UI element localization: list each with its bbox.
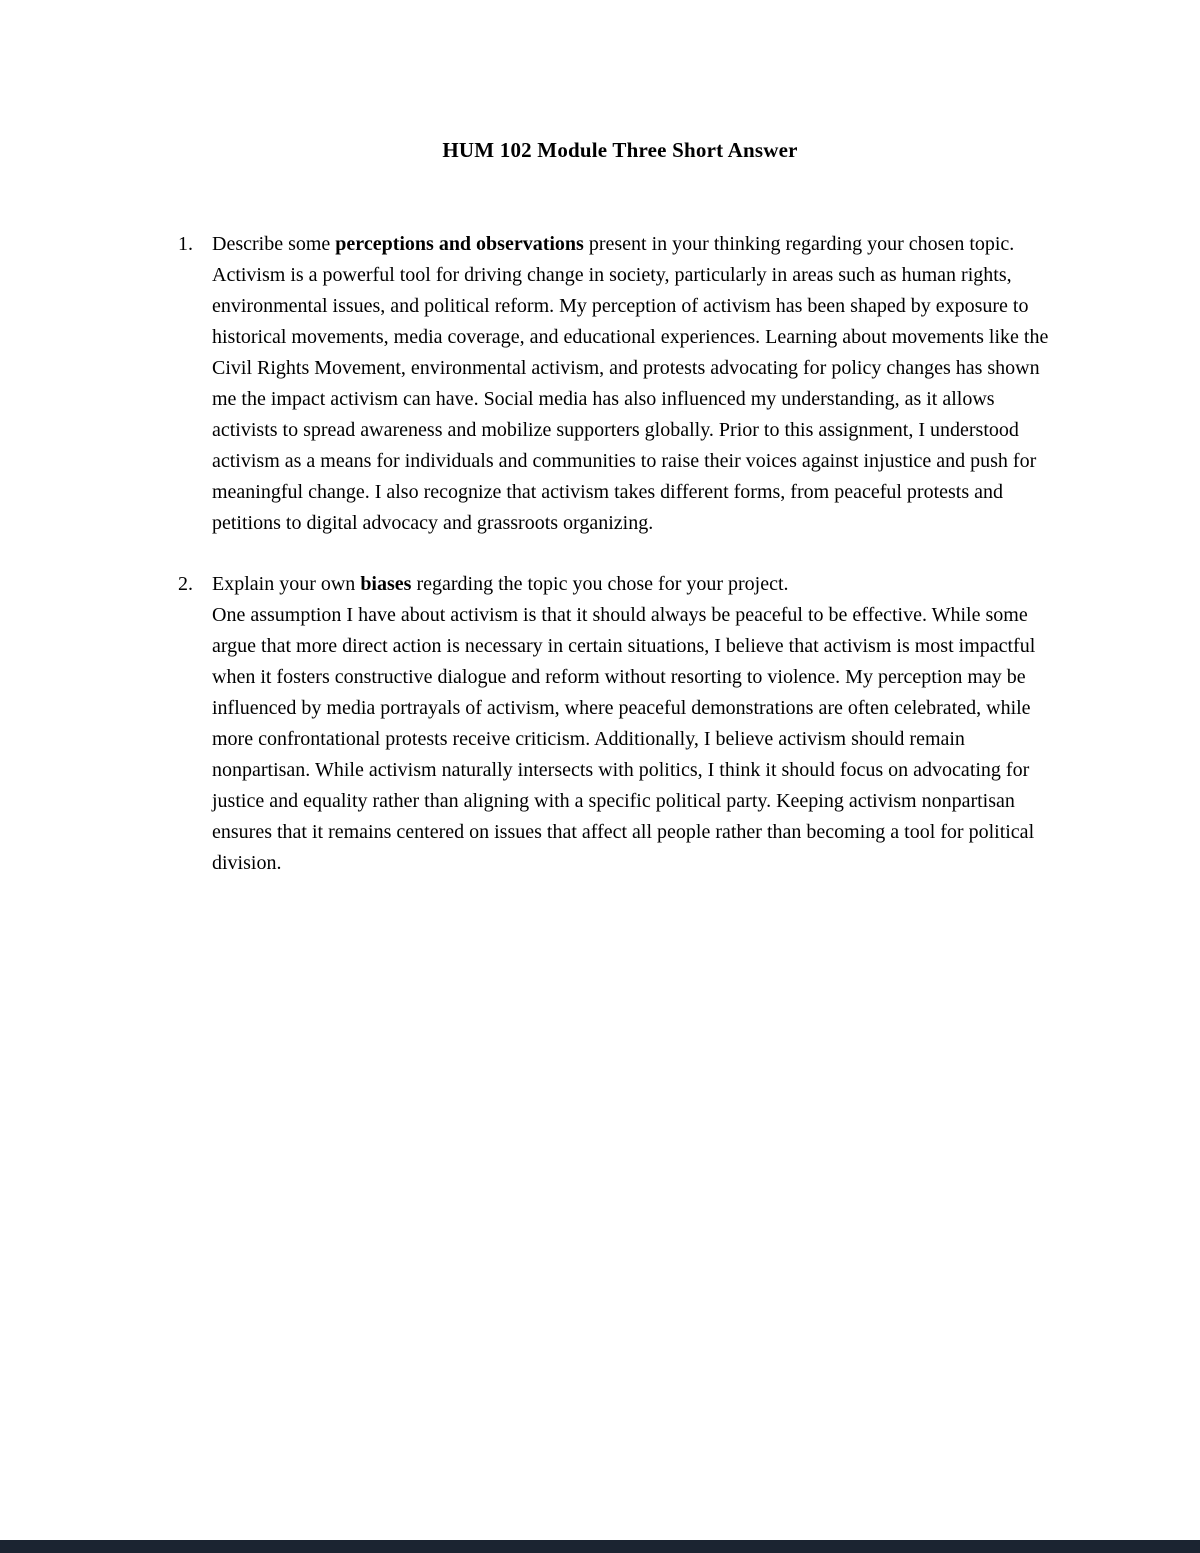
question-2 bbox=[178, 569, 1062, 879]
question-1-prompt bbox=[212, 229, 1062, 260]
question-1 bbox=[178, 229, 1062, 539]
question-2-prompt-pre: Explain your own bbox=[212, 573, 361, 595]
question-2-answer: One assumption I have about activism is that it should always be peaceful to be effective. While some argue that more direct action is necessary in certain situations, I believe that activism is most impactful when it fosters constructive dialogue and reform without resorting to violence. My perception may be influenced by media portrayals of activism, where peaceful demonstrations are often celebrated, while more confrontational protests receive criticism. Additionally, I believe activism should remain nonpartisan. While activism naturally intersects with politics, I think it should focus on advocating for justice and equality rather than aligning with a specific political party. Keeping activism nonpartisan ensures that it remains centered on issues that affect all people rather than becoming a tool for political division. bbox=[212, 604, 1036, 874]
document-title: HUM 102 Module Three Short Answer bbox=[442, 138, 798, 162]
question-2-prompt-post: regarding the topic you chose for your project. bbox=[411, 573, 789, 595]
question-2-number: 2. bbox=[178, 573, 193, 595]
question-2-content bbox=[212, 569, 1062, 879]
question-1-content bbox=[212, 229, 1062, 539]
question-2-prompt bbox=[212, 569, 1062, 600]
question-2-prompt-bold: biases bbox=[360, 573, 412, 595]
question-1-prompt-bold: perceptions and observations bbox=[335, 233, 584, 255]
question-1-number: 1. bbox=[178, 233, 193, 255]
bottom-bar bbox=[0, 1540, 1200, 1553]
question-1-prompt-post: present in your thinking regarding your chosen topic. bbox=[583, 233, 1015, 255]
question-1-prompt-pre: Describe some bbox=[212, 233, 336, 255]
question-1-answer: Activism is a powerful tool for driving change in society, particularly in areas such as human rights, environmental issues, and political reform. My perception of activism has been shaped by exposure to historical movements, media coverage, and educational experiences. Learning about movements like the Civil Rights Movement, environmental activism, and protests advocating for policy changes has shown me the impact activism can have. Social media has also influenced my understanding, as it allows activists to spread awareness and mobilize supporters globally. Prior to this assignment, I understood activism as a means for individuals and communities to raise their voices against injustice and push for meaningful change. I also recognize that activism takes different forms, from peaceful protests and petitions to digital advocacy and grassroots organizing. bbox=[212, 264, 1049, 534]
